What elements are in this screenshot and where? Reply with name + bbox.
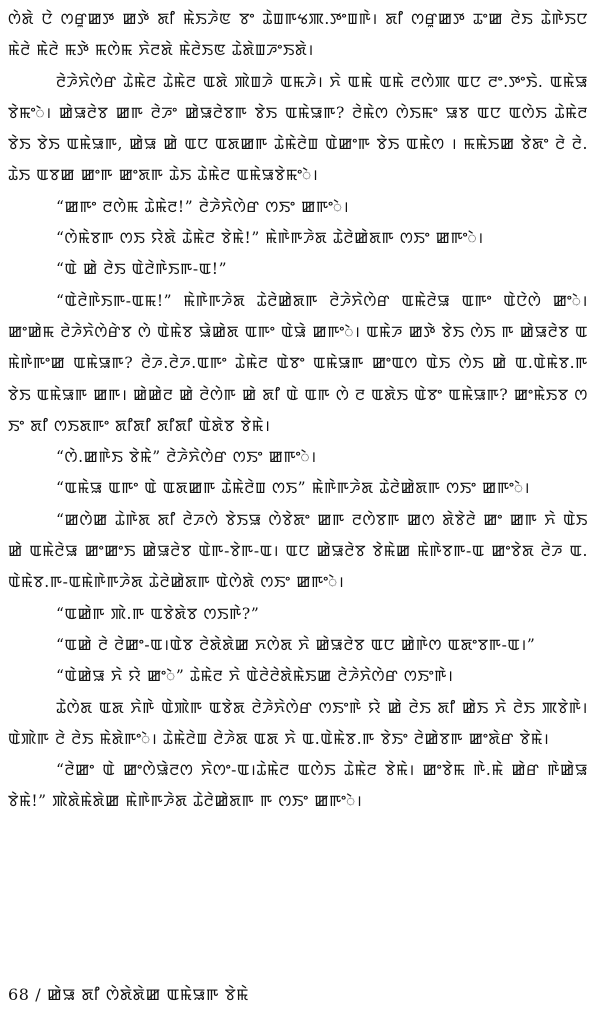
paragraph: “ꯑꯥ ꯀꯥ ꯂꯥꯏ ꯑꯥꯂꯥꯒꯥꯏꯒ-ꯑ!” (56, 260, 228, 279)
running-title: ꯀꯥꯎ ꯗꯤ ꯁꯥꯗꯥꯗꯥꯀ ꯑꯃꯥꯎꯒ ꯕꯥꯃꯥ (46, 985, 249, 1004)
page-footer (8, 984, 249, 1006)
paragraph: “ꯀꯁꯥꯀ ꯊꯥꯒꯥꯗ ꯗꯤ ꯂꯥꯍꯁꯥ ꯕꯥꯏꯎ ꯁꯥꯕꯥꯗꯦ ꯀꯒ ꯂꯁꯥꯕꯒ ꯀꯁ ꯗꯥꯕꯥꯂꯥ ꯀꯦ ꯀꯒ ꯈꯥ ꯑꯥꯏ ꯀꯥ ꯑꯃꯥꯂꯥꯎ ꯀꯦꯀꯦꯏ ꯀꯥꯎꯂꯥꯕ ꯑꯥꯒ-ꯕꯥꯒ-ꯑ। ꯑꯅ ꯀꯥꯎꯂꯥꯕ ꯕꯥꯃꯥꯀ ꯃꯥꯒꯥꯕꯒ-ꯑ ꯀꯦꯕꯥꯗ ꯂꯥꯍ ꯑ.ꯑꯥꯃꯥꯕ.ꯒ-ꯑꯃꯥꯒꯥꯒꯍꯥꯗ ꯊꯥꯂꯥꯀꯥꯗꯒ ꯑꯥꯁꯥꯗꯥ ꯁꯏꯦ ꯀꯒꯦꯥ। (8, 510, 588, 592)
paragraph: “ꯑꯥꯂꯥꯒꯥꯏꯒ-ꯑꯃ!” ꯃꯥꯒꯥꯒꯍꯥꯗ ꯊꯥꯂꯥꯀꯥꯗꯒ ꯂꯥꯍꯥꯈꯥꯁꯥꯔ ꯑꯃꯥꯂꯥꯎ ꯑꯒꯦ ꯑꯥꯅꯥꯁꯥ ꯀꯦꯥ। ꯀꯦꯀꯥꯃ ꯂꯥꯍꯥꯈꯥꯁꯥꯔꯥꯕ ꯁꯥ ꯑꯥꯃꯥꯕ ꯎꯥꯀꯥꯗ ꯑꯒꯦ ꯑꯥꯎꯥ ꯀꯒꯦꯥ। ꯑꯃꯥꯍ ꯀꯇꯥ ꯕꯥꯏ ꯁꯥꯏ ꯒ ꯀꯥꯎꯂꯥꯕ ꯑꯃꯥꯒꯥꯒꯦꯀ ꯑꯃꯥꯎꯒ? ꯂꯥꯍ.ꯂꯥꯍ.ꯑꯒꯦ ꯊꯥꯃꯥꯂ ꯑꯥꯕꯦ ꯑꯃꯥꯎꯒ ꯀꯦꯑꯁ ꯑꯥꯏ ꯁꯥꯏ ꯀꯥ ꯑ.ꯑꯥꯃꯥꯕ.ꯒ ꯕꯥꯏ ꯑꯃꯥꯎꯒ ꯀꯒ। ꯀꯥꯀꯥꯂ ꯀꯥ ꯂꯥꯁꯥꯒ ꯀꯥ ꯗꯤ ꯑꯥ ꯑꯒ ꯁꯥ ꯂ ꯑꯗꯥꯏ ꯑꯥꯕꯦ ꯑꯃꯥꯎꯒ? ꯀꯦꯃꯥꯏꯕ ꯁꯏꯦ ꯗꯤ ꯁꯏꯗꯒꯦ ꯗꯤꯗꯤ ꯗꯤꯗꯤ ꯑꯥꯗꯥꯕ ꯕꯥꯃꯥ। (8, 291, 588, 435)
footer-separator: / (35, 985, 42, 1004)
paragraph: ꯁꯥꯗꯥ ꯅꯥ ꯁꯔꯨꯀꯇ ꯀꯇꯥ ꯗꯤ ꯃꯥꯏꯍꯥꯟ ꯕꯦ ꯊꯥꯡꯒꯠꯄ.ꯇꯦꯡꯒꯥ। ꯗꯤ ꯁꯔꯨꯀꯇ ꯊꯦꯀ ꯂꯥꯏ ꯊꯥꯒꯥꯏꯅ ꯃꯥꯂꯥ ꯃꯥꯂꯥ ꯃꯇꯥ ꯃꯁꯥꯃ ꯈꯥꯂꯗꯥ ꯃꯥꯂꯥꯏꯟ ꯊꯥꯗꯥꯡꯍꯦꯏꯗꯥ। (8, 10, 588, 60)
paragraph: “ꯑꯥꯀꯥꯎ ꯈꯥ ꯌꯥ ꯀꯦꯥ” ꯊꯥꯃꯥꯂ ꯈꯥ ꯑꯥꯂꯥꯂꯥꯗꯥꯃꯥꯏꯀ ꯂꯥꯍꯥꯈꯥꯁꯥꯔ ꯁꯏꯦꯒꯥ। (56, 667, 454, 686)
paragraph: “ꯂꯥꯀꯦ ꯑꯥ ꯀꯦꯁꯥꯎꯥꯂꯁ ꯈꯥꯁꯦ-ꯑ।ꯊꯥꯃꯥꯂ ꯑꯁꯥꯏ ꯊꯥꯃꯥꯂ ꯕꯥꯃꯥ। ꯀꯦꯕꯥꯃ ꯒꯥ.ꯃꯥ ꯀꯥꯔ ꯒꯥꯀꯥꯎ ꯕꯥꯃꯥ!” ꯄꯥꯗꯥꯃꯥꯗꯥꯀ ꯃꯥꯒꯥꯒꯍꯥꯗ ꯊꯥꯂꯥꯀꯥꯗꯒ ꯒ ꯁꯏꯦ ꯀꯒꯦꯥ। (8, 761, 588, 811)
paragraph: ꯊꯥꯁꯥꯗ ꯑꯗ ꯈꯥꯒꯥ ꯑꯥꯄꯥꯒ ꯑꯕꯥꯗ ꯂꯥꯍꯥꯈꯥꯁꯥꯔ ꯁꯏꯦꯒꯥ ꯌꯥ ꯀꯥ ꯂꯥꯏ ꯗꯤ ꯀꯥꯏ ꯈꯥ ꯂꯥꯏ ꯄꯕꯥꯒꯥ। ꯑꯥꯄꯥꯒ ꯂꯥ ꯂꯥꯏ ꯃꯥꯗꯥꯒꯦꯥ। ꯊꯥꯃꯥꯂꯥꯡ ꯂꯥꯍꯥꯗ ꯑꯗ ꯈꯥ ꯑ.ꯑꯥꯃꯥꯕ.ꯒ ꯕꯥꯏꯦ ꯂꯥꯀꯥꯕꯒ ꯀꯦꯗꯥꯔ ꯕꯥꯃꯥ। (8, 698, 588, 748)
paragraph: “ꯑꯀꯥ ꯂꯥ ꯂꯥꯀꯦ-ꯑ।ꯑꯥꯕ ꯂꯥꯗꯥꯗꯥꯀ ꯈꯁꯥꯗ ꯈꯥ ꯀꯥꯎꯂꯥꯕ ꯑꯅ ꯀꯥꯒꯥꯁ ꯑꯗꯦꯕꯒ-ꯑ।” (56, 635, 536, 654)
paragraph: “ꯑꯀꯥꯒ ꯄꯥ.ꯒ ꯑꯕꯥꯗꯥꯕ ꯁꯏꯒꯥ?” (56, 604, 260, 623)
paragraph: “ꯁꯥꯃꯥꯕꯒ ꯁꯏ ꯌꯥꯗꯥ ꯊꯥꯃꯥꯂ ꯕꯥꯃꯥ!” ꯃꯥꯒꯥꯒꯍꯥꯗ ꯊꯥꯂꯥꯀꯥꯗꯒ ꯁꯏꯦ ꯀꯒꯦꯥ। (56, 229, 484, 248)
paragraph: ꯂꯥꯍꯥꯈꯥꯁꯥꯔ ꯊꯥꯃꯥꯂ ꯊꯥꯃꯥꯂ ꯑꯗꯥ ꯄꯥꯡꯍꯥ ꯑꯃꯍꯥ। ꯈꯥ ꯑꯃꯥ ꯑꯃꯥ ꯂꯁꯥꯄ ꯑꯅ ꯂꯦ.ꯇꯦꯏꯥ. ꯑꯃꯥꯎꯕꯥꯃꯦꯥ। ꯀꯥꯎꯂꯥꯕ ꯀꯒ ꯂꯥꯍꯦ ꯀꯥꯎꯂꯥꯕꯒ ꯕꯥꯏ ꯑꯃꯥꯎꯒ? ꯂꯥꯃꯥꯁ ꯁꯥꯏꯃꯦ ꯎꯕ ꯑꯅ ꯑꯁꯥꯏ ꯊꯥꯃꯥꯂ ꯕꯥꯏ ꯕꯥꯏ ꯑꯃꯥꯎꯒ, ꯀꯥꯎ ꯀꯥ ꯑꯅ ꯑꯗꯀꯒ ꯊꯥꯃꯥꯂꯥꯡ ꯑꯥꯀꯦꯒ ꯕꯥꯏ ꯑꯃꯥꯁ । ꯃꯃꯥꯏꯀ ꯕꯥꯗꯦ ꯂꯥ ꯂꯥ.ꯊꯥꯏ ꯑꯕꯀ ꯀꯦꯒ ꯀꯦꯗꯒ ꯊꯥꯏ ꯊꯥꯃꯥꯂ ꯑꯃꯥꯎꯕꯥꯃꯦꯥ। (8, 72, 588, 185)
page-number: 68 (8, 985, 30, 1004)
paragraph: “ꯁꯥ.ꯀꯒꯥꯏ ꯕꯥꯃꯥ” ꯂꯥꯍꯥꯈꯥꯁꯥꯔ ꯁꯏꯦ ꯀꯒꯦꯥ। (56, 448, 317, 467)
paragraph: “ꯑꯃꯥꯎ ꯑꯒꯦ ꯑꯥ ꯑꯗꯀꯒ ꯊꯥꯃꯥꯂꯥꯡ ꯁꯏ” ꯃꯥꯒꯥꯒꯍꯥꯗ ꯊꯥꯂꯥꯀꯥꯗꯒ ꯁꯏꯦ ꯀꯒꯦꯥ। (56, 479, 531, 498)
body-text (8, 4, 588, 818)
paragraph: “ꯀꯒꯦ ꯂꯁꯥꯃ ꯊꯥꯃꯥꯂ!” ꯂꯥꯍꯥꯈꯥꯁꯥꯔ ꯁꯏꯦ ꯀꯒꯦꯥ। (56, 197, 350, 216)
